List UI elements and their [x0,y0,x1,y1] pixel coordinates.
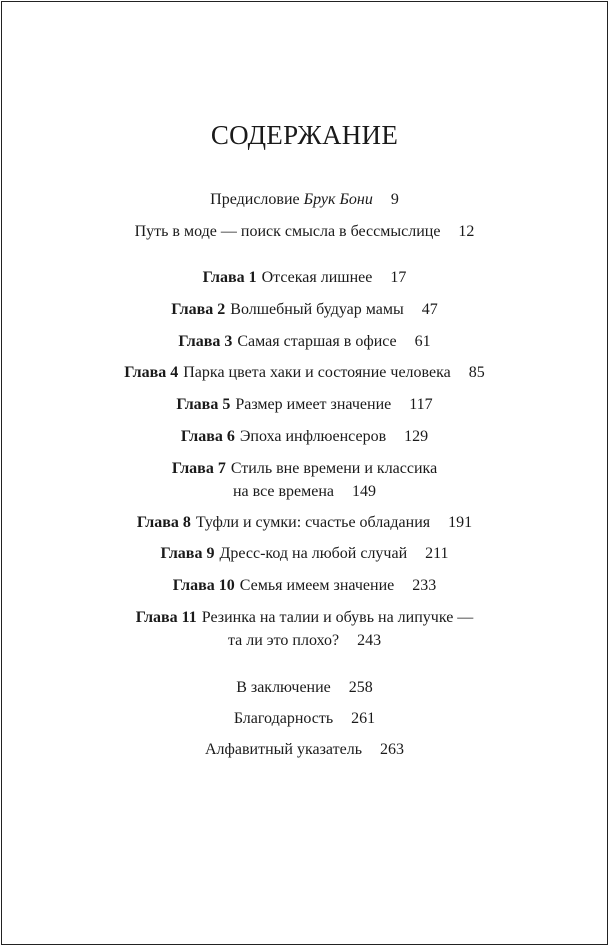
toc-entry-chapter-5 [2,393,607,416]
chapter-title: Размер имеет значение [235,396,392,413]
entry-label: Алфавитный указатель [204,741,362,758]
entry-page: 191 [448,514,473,531]
entry-page: 85 [468,364,485,381]
entry-page: 129 [404,428,429,445]
entry-label: Предисловие [210,191,300,208]
chapter-number: Глава 3 [178,333,233,350]
toc-entry-chapter-11 [2,606,607,652]
toc-entry-index [2,738,607,761]
chapter-title: Волшебный будуар мамы [230,301,404,318]
entry-page: 233 [412,577,437,594]
chapter-title: Самая старшая в офисе [237,333,397,350]
entry-page: 149 [352,483,377,500]
chapter-number: Глава 8 [136,514,191,531]
chapter-title: Резинка на талии и обувь на липучке — [201,609,474,626]
toc-entry-chapter-3 [2,330,607,353]
entry-page: 258 [348,679,373,696]
toc-entry-chapter-9 [2,542,607,565]
chapter-title: Стиль вне времени и классика [230,460,438,477]
entry-page: 243 [357,632,382,649]
toc-entry-chapter-6 [2,425,607,448]
entry-page: 263 [380,741,404,758]
chapter-number: Глава 1 [202,269,257,286]
toc-entry-chapter-7 [2,457,607,503]
toc-entry-foreword [2,188,607,211]
entry-page: 211 [425,545,449,562]
toc-entry-chapter-8 [2,511,607,534]
entry-page: 17 [390,269,407,286]
entry-page: 117 [409,396,433,413]
chapter-number: Глава 2 [171,301,226,318]
chapter-number: Глава 5 [176,396,231,413]
entry-label: Благодарность [233,710,334,727]
toc-entry-acknowledgements [2,707,607,730]
chapter-title: Туфли и сумки: счастье обладания [195,514,431,531]
entry-page: 47 [421,301,438,318]
chapter-number: Глава 9 [160,545,215,562]
chapter-number: Глава 11 [135,609,197,626]
entry-author: Брук Бони [303,191,373,208]
toc-entry-chapter-10 [2,574,607,597]
entry-page: 9 [390,191,399,208]
page-title: СОДЕРЖАНИЕ [210,120,399,150]
entry-label: В заключение [236,679,331,696]
chapter-number: Глава 10 [172,577,235,594]
chapter-title: Парка цвета хаки и состояние человека [183,364,451,381]
toc-entry-chapter-1 [2,266,607,289]
chapter-title-continued: на все времена [232,483,335,500]
toc-entry-intro [2,220,607,243]
chapter-title: Дресс-код на любой случай [219,545,408,562]
entry-label: Путь в моде — поиск смысла в бессмыслице [134,223,441,240]
chapter-number: Глава 4 [124,364,179,381]
toc-entry-chapter-4 [2,361,607,384]
entry-page: 261 [351,710,376,727]
entry-page: 12 [458,223,475,240]
toc-entry-chapter-2 [2,298,607,321]
book-page [1,1,608,945]
chapter-title: Эпоха инфлюенсеров [239,428,387,445]
chapter-number: Глава 7 [171,460,226,477]
toc-entry-conclusion [2,676,607,699]
chapter-title: Отсекая лишнее [261,269,373,286]
chapter-title: Семья имеем значение [239,577,395,594]
entry-page: 61 [414,333,431,350]
chapter-number: Глава 6 [180,428,235,445]
chapter-title-continued: та ли это плохо? [227,632,340,649]
